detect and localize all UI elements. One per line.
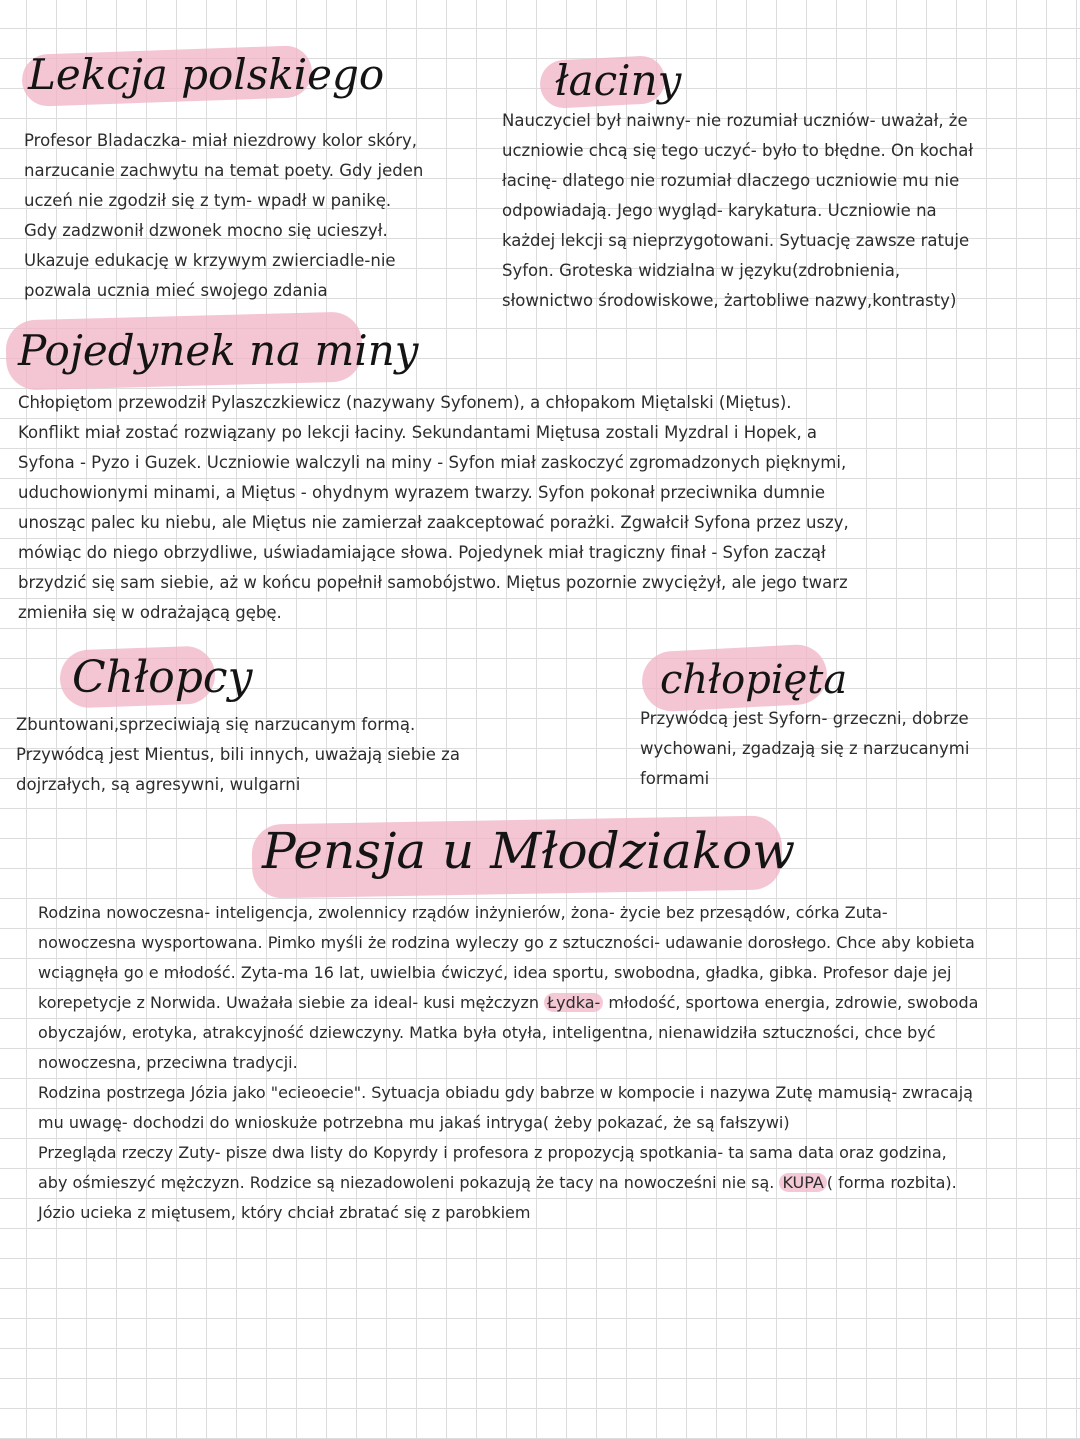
text-line: Przywódcą jest Syforn- grzeczni, dobrze	[640, 709, 969, 728]
paragraph-pojedynek	[18, 388, 1058, 628]
text-line: uczniowie chcą się tego uczyć- było to błędne. On kochał	[502, 141, 974, 160]
text-line: Chłopiętom przewodził Pylaszczkiewicz (nazywany Syfonem), a chłopakom Miętalski (Miętus).	[18, 393, 792, 412]
text-line: narzucanie zachwytu na temat poety. Gdy jeden	[24, 161, 424, 180]
heading-chlopcy: Chłopcy	[72, 652, 253, 703]
text-line: mu uwagę- dochodzi do wnioskuże potrzebna mu jakaś intryga( żeby pokazać, że są fałszywi)	[38, 1113, 790, 1132]
paragraph-lekcja-polskiego	[24, 126, 494, 306]
text-line: mówiąc do niego obrzydliwe, uświadamiające słowa. Pojedynek miał tragiczny finał - Syfon zaczął	[18, 543, 826, 562]
text-line: Rodzina nowoczesna- inteligencja, zwolennicy rządów inżynierów, żona- życie bez przesądów, córka Zuta-	[38, 903, 888, 922]
text-line: Profesor Bladaczka- miał niezdrowy kolor skóry,	[24, 131, 418, 150]
highlighted-word-kupa: KUPA	[779, 1173, 826, 1192]
heading-laciny: łaciny	[555, 56, 682, 105]
heading-pojedynek: Pojedynek na miny	[18, 326, 419, 375]
text-line: Przegląda rzeczy Zuty- pisze dwa listy do Kopyrdy i profesora z propozycją spotkania- ta sama data oraz godzina,	[38, 1143, 947, 1162]
text-line: słownictwo środowiskowe, żartobliwe nazwy,kontrasty)	[502, 291, 957, 310]
text-line: Zbuntowani,sprzeciwiają się narzucanym formą.	[16, 715, 416, 734]
text-line: Syfon. Groteska widzialna w języku(zdrobnienia,	[502, 261, 901, 280]
text-line: wciągnęła go e młodość. Zyta-ma 16 lat, uwielbia ćwiczyć, idea sportu, swobodna, gładka, gibka. Profesor daje jej	[38, 963, 952, 982]
text-line: Konflikt miał zostać rozwiązany po lekcji łaciny. Sekundantami Miętusa zostali Myzdral i Hopek, a	[18, 423, 818, 442]
text-line: odpowiadają. Jego wygląd- karykatura. Uczniowie na	[502, 201, 937, 220]
text-line	[38, 1168, 1068, 1198]
text-line: uczeń nie zgodził się z tym- wpadł w panikę.	[24, 191, 392, 210]
paragraph-laciny	[502, 106, 1062, 316]
text-line: brzydzić się sam siebie, aż w końcu popełnił samobójstwo. Miętus pozornie zwyciężył, ale jego twarz	[18, 573, 848, 592]
text-line: łacinę- dlatego nie rozumiał dlaczego uczniowie mu nie	[502, 171, 960, 190]
text-line: wychowani, zgadzają się z narzucanymi	[640, 739, 970, 758]
paragraph-pensja	[38, 898, 1068, 1228]
text-segment: ( forma rozbita).	[826, 1173, 957, 1192]
text-line: formami	[640, 769, 710, 788]
text-line: uduchowionymi minami, a Miętus - ohydnym wyrazem twarzy. Syfon pokonał przeciwnika dumnie	[18, 483, 826, 502]
text-line: pozwala ucznia mieć swojego zdania	[24, 281, 328, 300]
text-line: Ukazuje edukację w krzywym zwierciadle-nie	[24, 251, 396, 270]
text-line: Nauczyciel był naiwny- nie rozumiał uczniów- uważał, że	[502, 111, 968, 130]
highlighted-word-lydka: Łydka-	[544, 993, 603, 1012]
text-segment: młodość, sportowa energia, zdrowie, swoboda	[608, 993, 979, 1012]
text-line: nowoczesna, przeciwna tradycji.	[38, 1053, 298, 1072]
text-line: unosząc palec ku niebu, ale Miętus nie zamierzał zaakceptować porażki. Zgwałcił Syfona przez uszy,	[18, 513, 849, 532]
heading-lekcja-polskiego: Lekcja polskiego	[28, 50, 385, 99]
text-line: Józio ucieka z miętusem, który chciał zbratać się z parobkiem	[38, 1203, 531, 1222]
text-line: Przywódcą jest Mientus, bili innych, uważają siebie za	[16, 745, 460, 764]
text-line	[38, 988, 1068, 1018]
text-line: Gdy zadzwonił dzwonek mocno się ucieszył.	[24, 221, 388, 240]
text-segment: aby ośmieszyć mężczyzn. Rodzice są niezadowoleni pokazują że tacy na nowocześni nie są.	[38, 1173, 775, 1192]
text-line: nowoczesna wysportowana. Pimko myśli że rodzina wyleczy go z sztuczności- udawanie dorosłego. Chce aby kobieta	[38, 933, 975, 952]
text-line: każdej lekcji są nieprzygotowani. Sytuację zawsze ratuje	[502, 231, 970, 250]
text-line: Syfona - Pyzo i Guzek. Uczniowie walczyli na miny - Syfon miał zaskoczyć zgromadzonych pięknymi,	[18, 453, 847, 472]
text-line: zmieniła się w odrażającą gębę.	[18, 603, 282, 622]
text-segment: korepetycje z Norwida. Uważała siebie za ideal- kusi mężczyzn	[38, 993, 540, 1012]
paragraph-chlopcy	[16, 710, 536, 800]
text-line: obyczajów, erotyka, atrakcyjność dziewczyny. Matka była otyła, inteligentna, nienawidziła sztuczności, chce być	[38, 1023, 936, 1042]
heading-pensja: Pensja u Młodziakow	[262, 822, 796, 880]
text-line: dojrzałych, są agresywni, wulgarni	[16, 775, 301, 794]
text-line: Rodzina postrzega Józia jako "ecieoecie". Sytuacja obiadu gdy babrze w kompocie i nazywa Zutę mamusią- zwracają	[38, 1083, 973, 1102]
paragraph-chlopieta	[640, 704, 1060, 794]
heading-chlopieta: chłopięta	[660, 657, 848, 703]
